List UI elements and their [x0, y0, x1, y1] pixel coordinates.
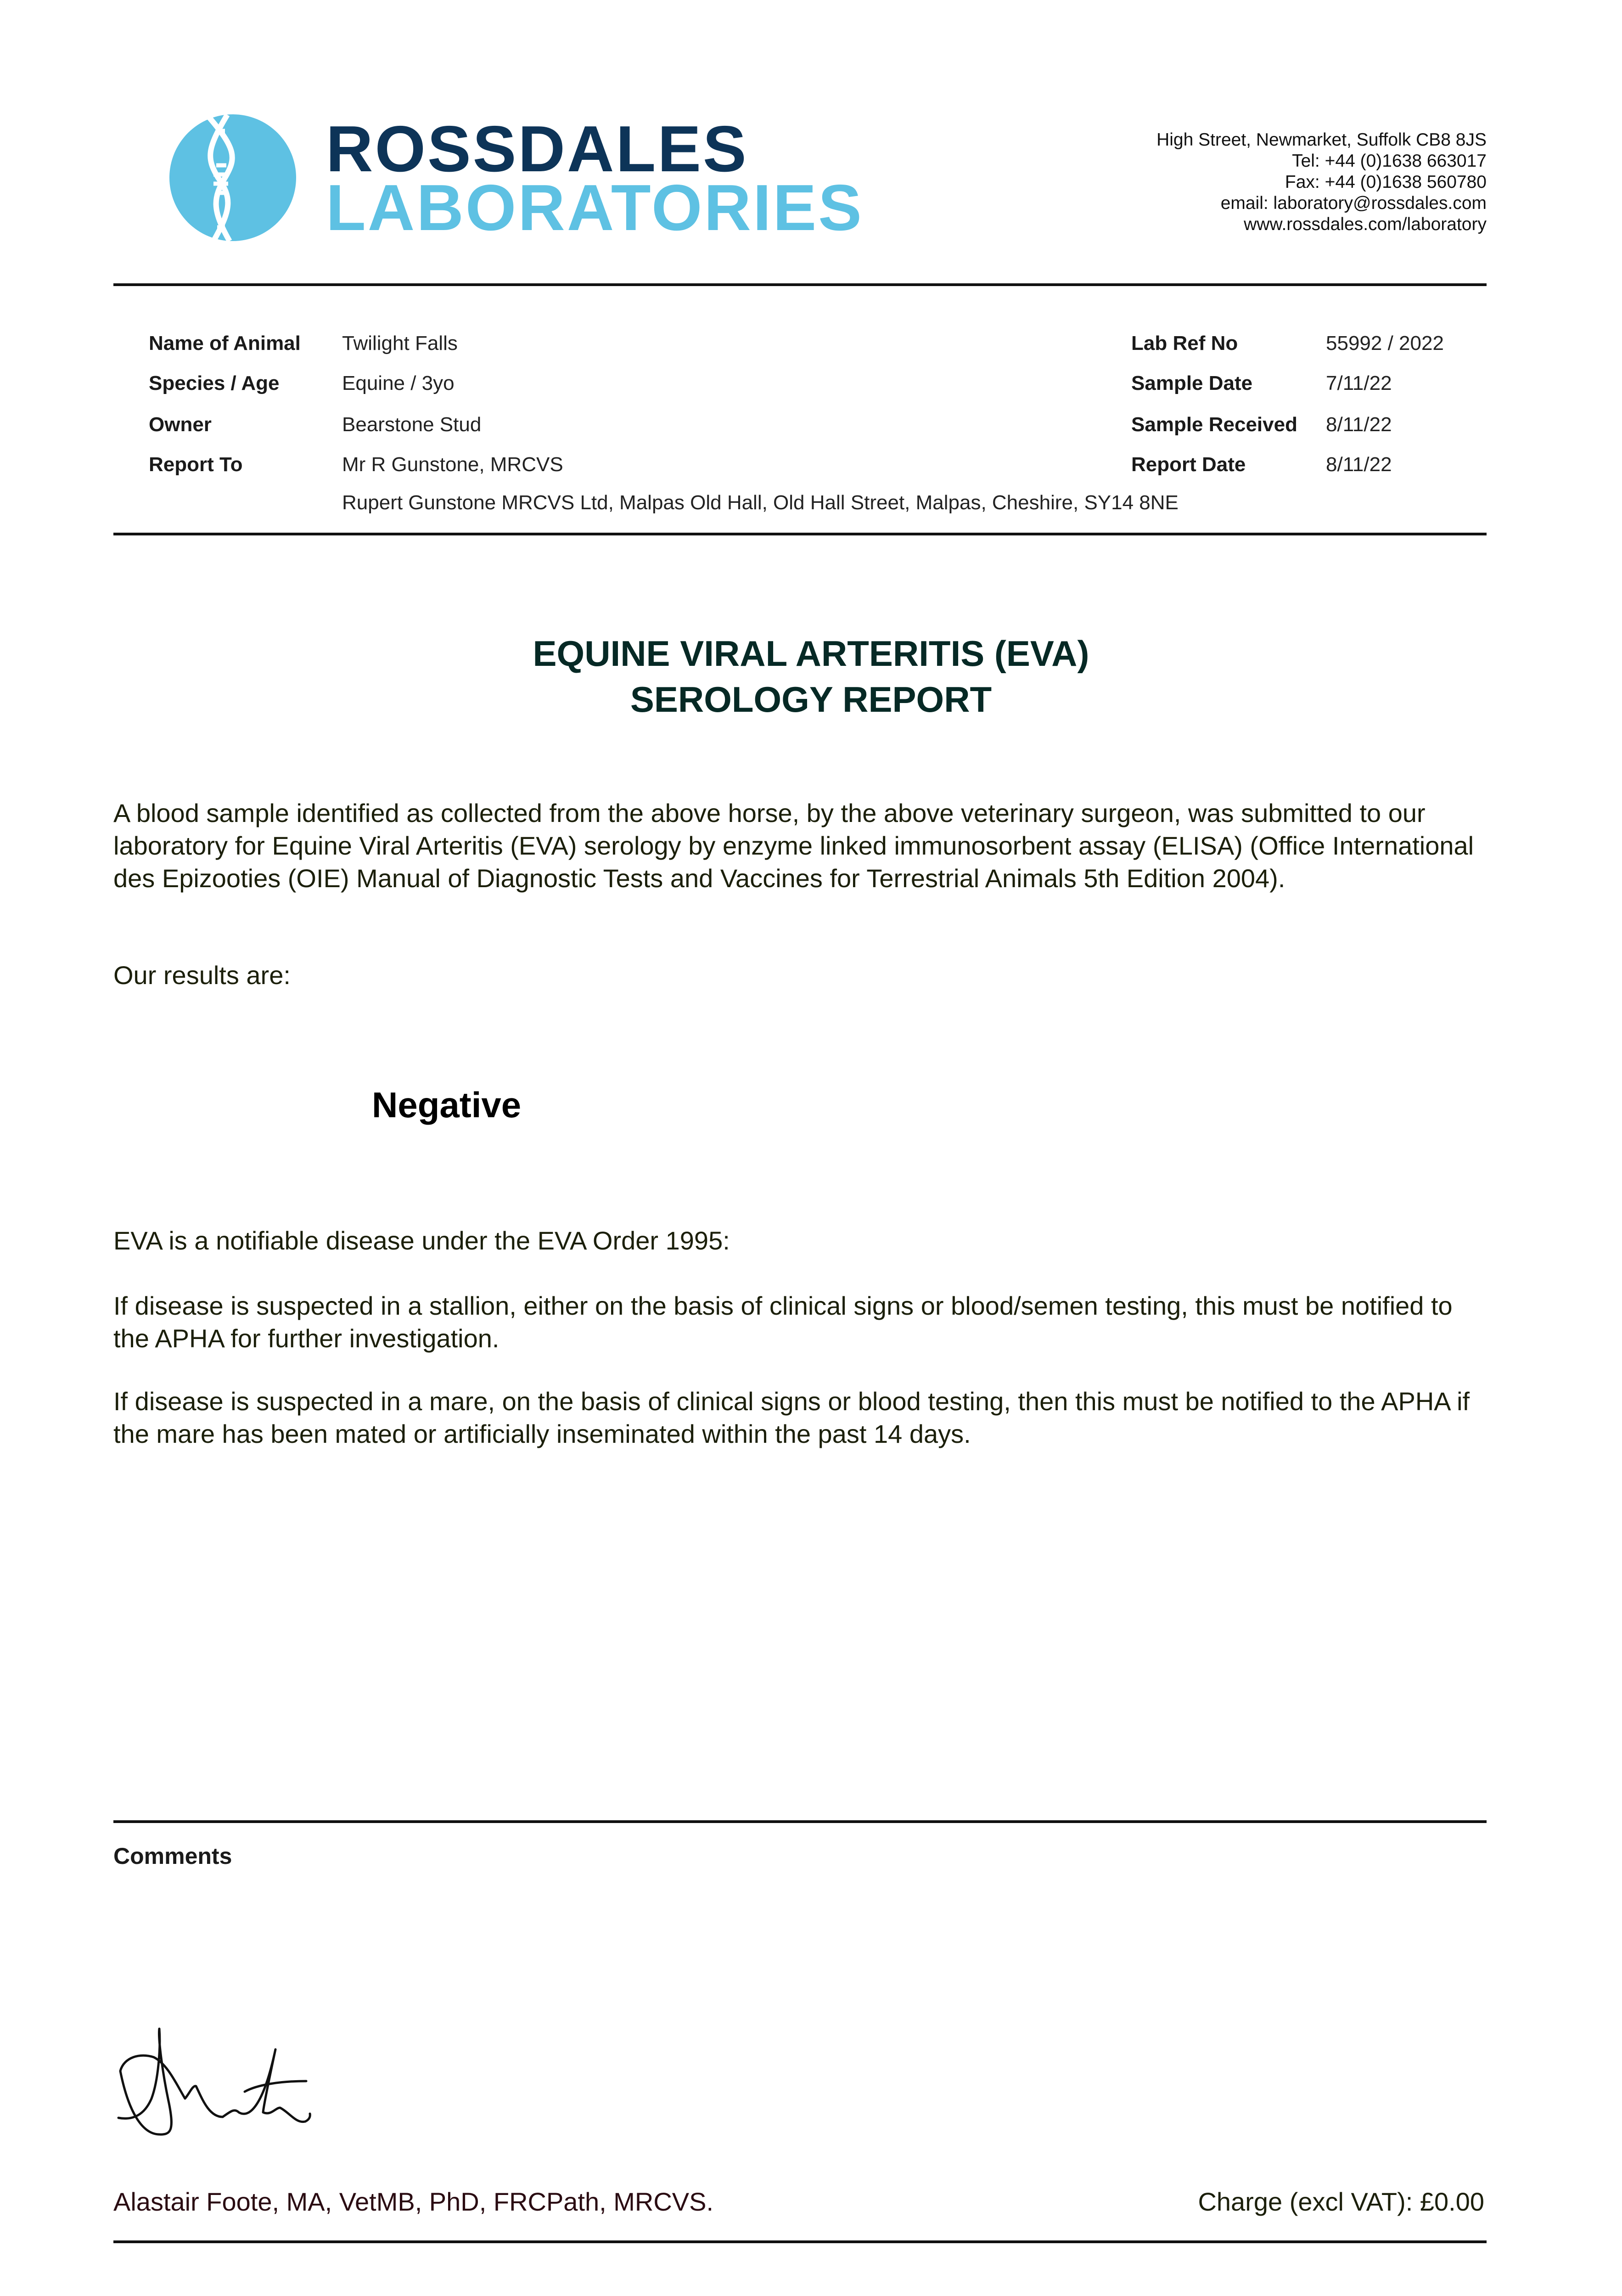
label-sample-received: Sample Received — [1131, 413, 1297, 436]
address-email: email: laboratory@rossdales.com — [1220, 193, 1487, 213]
value-species-age: Equine / 3yo — [342, 372, 455, 394]
intro-paragraph: A blood sample identified as collected from the above horse, by the above veterinary surgeon, was submitted to our laboratory for Equine Viral Arteritis (EVA) serology by enzyme linked immunosorbent assay (ELISA) (Office International des Epizooties (OIE) Manual of Diagnostic Tests and Vaccines for Terrestrial Animals 5th Edition 2004). — [113, 799, 1474, 893]
label-species-age: Species / Age — [149, 372, 280, 394]
report-title-line1: EQUINE VIRAL ARTERITIS (EVA) — [533, 633, 1089, 674]
value-owner: Bearstone Stud — [342, 413, 482, 436]
label-report-date: Report Date — [1131, 453, 1246, 476]
value-report-to-address: Rupert Gunstone MRCVS Ltd, Malpas Old Hall, Old Hall Street, Malpas, Cheshire, SY14 8NE — [342, 491, 1179, 514]
value-sample-received: 8/11/22 — [1326, 413, 1392, 436]
label-owner: Owner — [149, 413, 212, 436]
value-lab-ref: 55992 / 2022 — [1326, 332, 1444, 355]
divider — [113, 2240, 1487, 2243]
address-street: High Street, Newmarket, Suffolk CB8 8JS — [1156, 130, 1487, 150]
value-report-to: Mr R Gunstone, MRCVS — [342, 453, 563, 476]
signatory-name: Alastair Foote, MA, VetMB, PhD, FRCPath, MRCVS. — [113, 2187, 714, 2216]
notifiable-notice: EVA is a notifiable disease under the EVA Order 1995: — [113, 1226, 730, 1255]
report-title-line2: SEROLOGY REPORT — [630, 679, 992, 720]
results-intro: Our results are: — [113, 961, 291, 990]
address-website: www.rossdales.com/laboratory — [1244, 214, 1487, 234]
value-sample-date: 7/11/22 — [1326, 372, 1392, 394]
label-lab-ref: Lab Ref No — [1131, 332, 1238, 355]
comments-label: Comments — [113, 1843, 232, 1869]
mare-note: If disease is suspected in a mare, on the basis of clinical signs or blood testing, then this must be notified to the APHA if the mare has been mated or artificially inseminated within the past 14 days. — [113, 1387, 1470, 1448]
label-sample-date: Sample Date — [1131, 372, 1253, 394]
address-fax: Fax: +44 (0)1638 560780 — [1285, 172, 1487, 192]
label-report-to: Report To — [149, 453, 243, 476]
result-value: Negative — [372, 1085, 522, 1125]
address-tel: Tel: +44 (0)1638 663017 — [1292, 151, 1487, 171]
charge: Charge (excl VAT): £0.00 — [1198, 2187, 1484, 2216]
value-name-of-animal: Twilight Falls — [342, 332, 458, 355]
value-report-date: 8/11/22 — [1326, 453, 1392, 476]
logo-text-rossdales: ROSSDALES — [326, 113, 748, 186]
logo-text-laboratories: LABORATORIES — [326, 171, 864, 244]
label-name-of-animal: Name of Animal — [149, 332, 301, 355]
stallion-note: If disease is suspected in a stallion, either on the basis of clinical signs or blood/semen testing, this must be notified to the APHA for further investigation. — [113, 1291, 1453, 1353]
